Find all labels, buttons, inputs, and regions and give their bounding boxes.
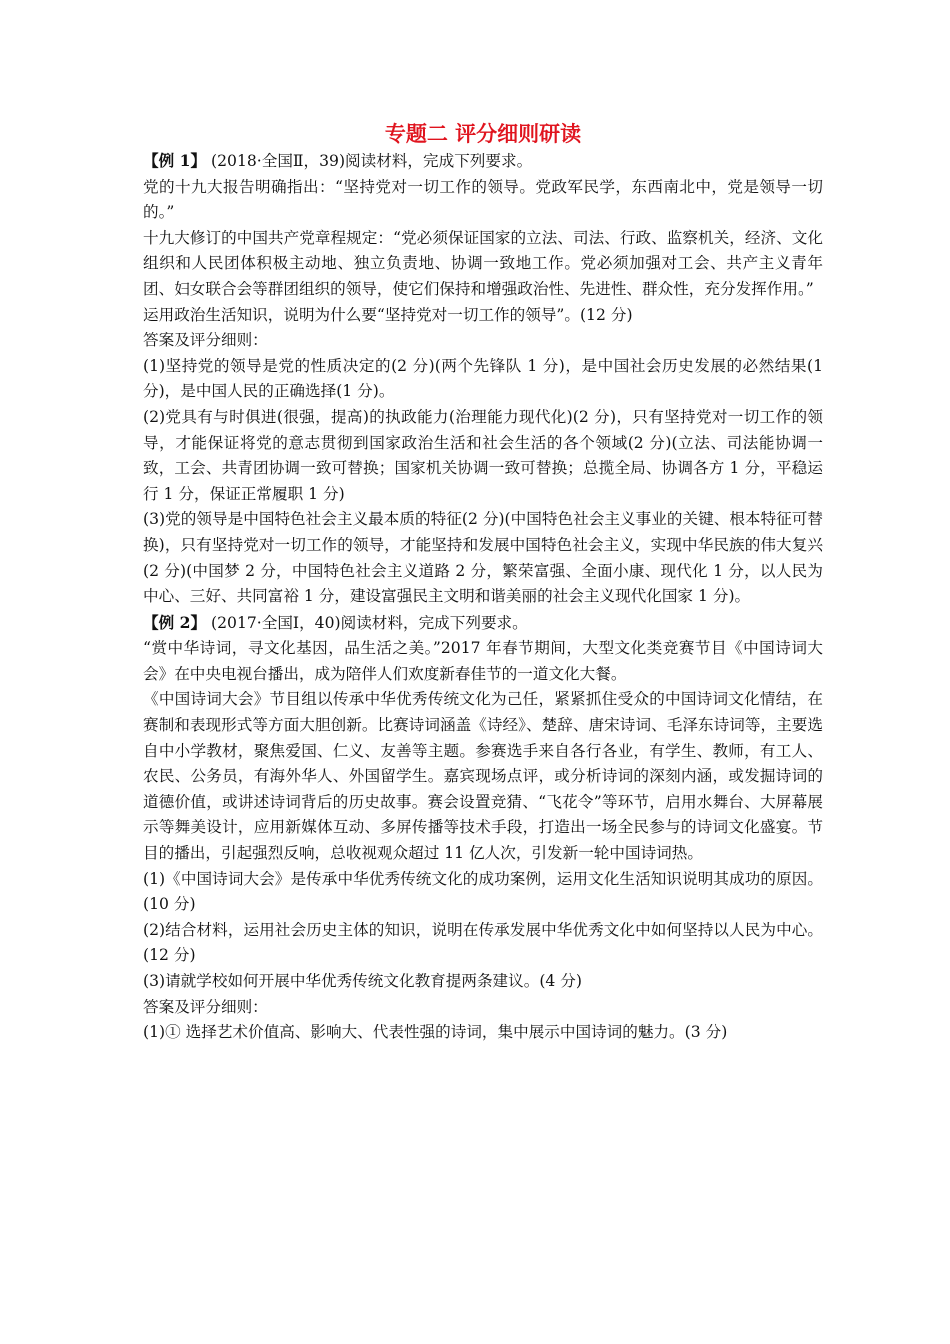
example-1-answer-heading: 答案及评分细则： bbox=[143, 331, 268, 350]
example-1-paragraph: 十九大修订的中国共产党章程规定：“党必须保证国家的立法、司法、行政、监察机关，经济、文化组织和人民团体积极主动地、独立负责地、协调一致地工作。党必须加强对工会、共产主义青年团、妇女联合会等群团组织的领导，使它们保持和增强政治性、先进性、群众性，充分发挥作用。” bbox=[143, 228, 823, 298]
example-1-label: 【例 1】 bbox=[143, 151, 207, 170]
example-1-answer-item: (1)坚持党的领导是党的性质决定的(2 分)(两个先锋队 1 分)，是中国社会历史发展的必然结果(1 分)，是中国人民的正确选择(1 分)。 bbox=[143, 356, 823, 401]
document-page bbox=[143, 120, 823, 1046]
example-1-answer-item: (3)党的领导是中国特色社会主义最本质的特征(2 分)(中国特色社会主义事业的关键、根本特征可替换)，只有坚持党对一切工作的领导，才能坚持和发展中国特色社会主义，实现中华民族的伟大复兴(2 分)(中国梦 2 分，中国特色社会主义道路 2 分，繁荣富强、全面小康、现代化 1 分，以人民为中心、三好、共同富裕 1 分，建设富强民主文明和谐美丽的社会主义现代化国家 1 分)。 bbox=[143, 510, 823, 606]
example-2-answer-item: (1)① 选择艺术价值高、影响大、代表性强的诗词，集中展示中国诗词的魅力。(3 分) bbox=[143, 1023, 728, 1042]
example-2-paragraph: “赏中华诗词，寻文化基因，品生活之美。”2017 年春节期间，大型文化类竞赛节目《中国诗词大会》在中央电视台播出，成为陪伴人们欢度新春佳节的一道文化大餐。 bbox=[143, 639, 823, 683]
document-title: 专题二 评分细则研读 bbox=[384, 122, 582, 146]
example-2-header bbox=[143, 610, 823, 637]
example-2-answer-heading: 答案及评分细则： bbox=[143, 997, 268, 1016]
example-2-label: 【例 2】 bbox=[143, 612, 207, 632]
example-1-answer-item: (2)党具有与时俱进(很强，提高)的执政能力(治理能力现代化)(2 分)，只有坚持党对一切工作的领导，才能保证将党的意志贯彻到国家政治生活和社会生活的各个领域(2 分)(立法、司法能协调一致，工会、共青团协调一致可替换；国家机关协调一致可替换；总揽全局、协调各方 1 分，平稳运行 1 分，保证正常履职 1 分) bbox=[143, 407, 823, 503]
example-1-question: 运用政治生活知识，说明为什么要“坚持党对一切工作的领导”。(12 分) bbox=[143, 305, 633, 324]
example-2-question: (1)《中国诗词大会》是传承中华优秀传统文化的成功案例，运用文化生活知识说明其成功的原因。(10 分) bbox=[143, 869, 823, 914]
example-2-question: (3)请就学校如何开展中华优秀传统文化教育提两条建议。(4 分) bbox=[143, 972, 582, 990]
example-1-header bbox=[143, 148, 823, 175]
example-1-source: (2018·全国Ⅱ，39)阅读材料，完成下列要求。 bbox=[206, 152, 533, 170]
example-2-question: (2)结合材料，运用社会历史主体的知识，说明在传承发展中华优秀文化中如何坚持以人民为中心。(12 分) bbox=[143, 920, 823, 965]
example-2-paragraph: 《中国诗词大会》节目组以传承中华优秀传统文化为己任，紧紧抓住受众的中国诗词文化情结，在赛制和表现形式等方面大胆创新。比赛诗词涵盖《诗经》、楚辞、唐宋诗词、毛泽东诗词等，主要选自中小学教材，聚焦爱国、仁义、友善等主题。参赛选手来自各行各业，有学生、教师，有工人、农民、公务员，有海外华人、外国留学生。嘉宾现场点评，或分析诗词的深刻内涵，或发掘诗词的道德价值，或讲述诗词背后的历史故事。赛会设置竞猜、“飞花令”等环节，启用水舞台、大屏幕展示等舞美设计，应用新媒体互动、多屏传播等技术手段，打造出一场全民参与的诗词文化盛宴。节目的播出，引起强烈反响，总收视观众超过 11 亿人次，引发新一轮中国诗词热。 bbox=[143, 690, 823, 863]
example-2-source: (2017·全国Ⅰ，40)阅读材料，完成下列要求。 bbox=[206, 613, 528, 632]
example-1-paragraph: 党的十九大报告明确指出：“坚持党对一切工作的领导。党政军民学，东西南北中，党是领导一切的。” bbox=[143, 177, 823, 222]
